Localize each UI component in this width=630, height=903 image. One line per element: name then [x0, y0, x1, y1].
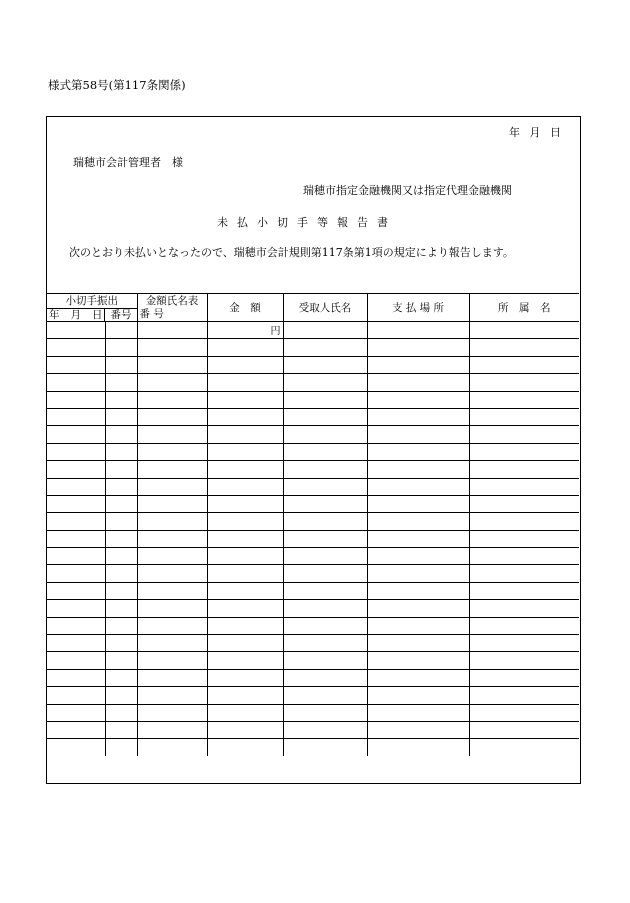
amount-cell	[207, 461, 283, 478]
amount-cell	[207, 687, 283, 704]
amount-cell	[207, 582, 283, 599]
table-row	[47, 652, 579, 669]
department-cell	[469, 443, 579, 460]
payee-cell	[283, 548, 367, 565]
number-cell	[105, 461, 137, 478]
table-row	[47, 374, 579, 391]
department-cell	[469, 530, 579, 547]
department-cell	[469, 600, 579, 617]
department-cell	[469, 408, 579, 425]
number-cell	[105, 322, 137, 339]
pay-place-cell	[367, 704, 469, 721]
number-cell	[105, 739, 137, 756]
payee-cell	[283, 443, 367, 460]
number-cell	[105, 374, 137, 391]
amount-name-cell	[137, 652, 207, 669]
amount-name-cell	[137, 669, 207, 686]
number-cell	[105, 652, 137, 669]
date-cell	[47, 495, 105, 512]
amount-cell	[207, 530, 283, 547]
department-cell	[469, 669, 579, 686]
amount-name-label: 金額氏名表	[145, 295, 199, 307]
amount-cell	[207, 443, 283, 460]
payee-header: 受取人氏名	[283, 294, 367, 322]
amount-name-cell	[137, 739, 207, 756]
table-row	[47, 600, 579, 617]
amount-cell	[207, 478, 283, 495]
date-cell	[47, 478, 105, 495]
number-cell	[105, 426, 137, 443]
pay-place-cell	[367, 408, 469, 425]
date-cell	[47, 565, 105, 582]
report-form-frame	[46, 116, 581, 784]
date-cell	[47, 391, 105, 408]
date-cell	[47, 582, 105, 599]
amount-cell	[207, 339, 283, 356]
amount-cell	[207, 704, 283, 721]
department-cell	[469, 565, 579, 582]
table-row	[47, 408, 579, 425]
amount-name-cell	[137, 426, 207, 443]
table-row	[47, 391, 579, 408]
amount-cell	[207, 426, 283, 443]
date-cell	[47, 721, 105, 738]
table-header-row	[47, 294, 579, 322]
payee-cell	[283, 391, 367, 408]
number-cell	[105, 669, 137, 686]
number-cell	[105, 356, 137, 373]
amount-name-cell	[137, 339, 207, 356]
table-row	[47, 617, 579, 634]
table-row	[47, 478, 579, 495]
date-cell	[47, 548, 105, 565]
table-row	[47, 687, 579, 704]
date-cell	[47, 461, 105, 478]
amount-cell	[207, 374, 283, 391]
table-row	[47, 704, 579, 721]
amount-cell	[207, 513, 283, 530]
date-cell	[47, 617, 105, 634]
table-row	[47, 356, 579, 373]
payee-cell	[283, 322, 367, 339]
date-cell	[47, 339, 105, 356]
amount-name-cell	[137, 582, 207, 599]
pay-place-cell	[367, 356, 469, 373]
department-cell	[469, 339, 579, 356]
department-cell	[469, 721, 579, 738]
department-cell	[469, 548, 579, 565]
amount-name-cell	[137, 374, 207, 391]
department-cell	[469, 478, 579, 495]
number-cell	[105, 530, 137, 547]
table-row	[47, 322, 579, 339]
table-row	[47, 669, 579, 686]
pay-place-cell	[367, 600, 469, 617]
amount-name-cell	[137, 687, 207, 704]
number-cell	[105, 391, 137, 408]
table-row	[47, 495, 579, 512]
pay-place-cell	[367, 339, 469, 356]
amount-name-cell	[137, 408, 207, 425]
date-cell	[47, 408, 105, 425]
date-cell	[47, 739, 105, 756]
amount-cell	[207, 356, 283, 373]
payee-cell	[283, 495, 367, 512]
number-label: 番号	[110, 308, 132, 321]
number-cell	[105, 617, 137, 634]
table-row	[47, 635, 579, 652]
date-cell	[47, 530, 105, 547]
number-cell	[105, 478, 137, 495]
amount-cell	[207, 721, 283, 738]
department-cell	[469, 687, 579, 704]
amount-name-cell	[137, 443, 207, 460]
table-row	[47, 513, 579, 530]
pay-place-cell	[367, 565, 469, 582]
payee-cell	[283, 652, 367, 669]
amount-cell	[207, 408, 283, 425]
number-cell	[105, 582, 137, 599]
pay-place-cell	[367, 495, 469, 512]
date-cell	[47, 356, 105, 373]
pay-place-cell	[367, 478, 469, 495]
table-row	[47, 530, 579, 547]
payee-cell	[283, 374, 367, 391]
date-cell	[47, 652, 105, 669]
amount-name-cell	[137, 513, 207, 530]
body-text: 次のとおり未払いとなったので、瑞穂市会計規則第117条第1項の規定により報告します。	[69, 246, 514, 259]
table-row	[47, 339, 579, 356]
amount-name-bot-right: 号	[153, 308, 164, 320]
payee-cell	[283, 339, 367, 356]
payee-cell	[283, 669, 367, 686]
pay-place-cell	[367, 617, 469, 634]
document-title: 未払小切手等報告書	[217, 216, 397, 229]
payee-cell	[283, 704, 367, 721]
pay-place-cell	[367, 669, 469, 686]
payee-cell	[283, 739, 367, 756]
number-cell	[105, 408, 137, 425]
pay-place-cell	[367, 652, 469, 669]
report-table	[47, 293, 579, 756]
department-cell	[469, 635, 579, 652]
department-cell	[469, 322, 579, 339]
department-cell	[469, 461, 579, 478]
department-cell	[469, 582, 579, 599]
pay-place-cell	[367, 721, 469, 738]
pay-place-cell	[367, 374, 469, 391]
department-cell	[469, 356, 579, 373]
payee-cell	[283, 687, 367, 704]
amount-name-cell	[137, 322, 207, 339]
number-cell	[105, 600, 137, 617]
amount-name-bot-left: 番	[139, 308, 150, 320]
date-cell	[47, 426, 105, 443]
amount-name-cell	[137, 356, 207, 373]
date-cell	[47, 374, 105, 391]
amount-cell	[207, 565, 283, 582]
amount-name-cell	[137, 548, 207, 565]
amount-name-cell	[137, 704, 207, 721]
date-cell	[47, 600, 105, 617]
number-cell	[105, 443, 137, 460]
payee-cell	[283, 565, 367, 582]
amount-name-cell	[137, 495, 207, 512]
pay-place-cell	[367, 426, 469, 443]
table-row	[47, 721, 579, 738]
payee-cell	[283, 582, 367, 599]
amount-cell	[207, 495, 283, 512]
number-cell	[105, 687, 137, 704]
table-row	[47, 739, 579, 756]
payee-cell	[283, 513, 367, 530]
payee-cell	[283, 721, 367, 738]
date-line: 年 月 日	[509, 126, 561, 139]
amount-cell	[207, 635, 283, 652]
amount-cell	[207, 322, 283, 339]
payee-cell	[283, 408, 367, 425]
pay-place-cell	[367, 461, 469, 478]
date-cell	[47, 513, 105, 530]
amount-cell	[207, 600, 283, 617]
pay-place-cell	[367, 687, 469, 704]
payee-cell	[283, 530, 367, 547]
amount-name-cell	[137, 478, 207, 495]
amount-name-cell	[137, 600, 207, 617]
number-cell	[105, 548, 137, 565]
number-cell	[105, 565, 137, 582]
pay-place-cell	[367, 322, 469, 339]
table-row	[47, 582, 579, 599]
amount-name-cell	[137, 635, 207, 652]
payee-cell	[283, 635, 367, 652]
pay-place-cell	[367, 513, 469, 530]
yen-unit: 円	[270, 326, 281, 337]
amount-cell	[207, 548, 283, 565]
check-issue-header	[47, 294, 137, 322]
department-cell	[469, 374, 579, 391]
amount-name-header	[137, 294, 207, 322]
payee-cell	[283, 461, 367, 478]
bank-name: 瑞穂市指定金融機関又は指定代理金融機関	[303, 184, 512, 197]
number-cell	[105, 495, 137, 512]
number-cell	[105, 635, 137, 652]
department-cell	[469, 739, 579, 756]
table-row	[47, 461, 579, 478]
table-row	[47, 548, 579, 565]
pay-place-cell	[367, 739, 469, 756]
amount-cell	[207, 669, 283, 686]
payee-cell	[283, 426, 367, 443]
pay-place-cell	[367, 530, 469, 547]
amount-cell	[207, 391, 283, 408]
department-cell	[469, 391, 579, 408]
year-label: 年	[49, 308, 60, 321]
check-issue-label: 小切手振出	[47, 295, 137, 309]
department-cell	[469, 513, 579, 530]
department-cell	[469, 617, 579, 634]
amount-cell	[207, 617, 283, 634]
amount-name-cell	[137, 530, 207, 547]
payee-cell	[283, 356, 367, 373]
amount-name-cell	[137, 565, 207, 582]
number-cell	[105, 721, 137, 738]
date-cell	[47, 635, 105, 652]
pay-place-cell	[367, 443, 469, 460]
department-cell	[469, 704, 579, 721]
date-cell	[47, 687, 105, 704]
month-label: 月	[70, 308, 81, 321]
payee-cell	[283, 478, 367, 495]
table-row	[47, 443, 579, 460]
amount-name-cell	[137, 461, 207, 478]
department-cell	[469, 495, 579, 512]
amount-name-cell	[137, 391, 207, 408]
amount-cell	[207, 739, 283, 756]
pay-place-cell	[367, 582, 469, 599]
date-cell	[47, 669, 105, 686]
department-cell	[469, 426, 579, 443]
pay-place-cell	[367, 391, 469, 408]
amount-header: 金 額	[207, 294, 283, 322]
date-cell	[47, 704, 105, 721]
day-label: 日	[91, 308, 103, 321]
form-number-label: 様式第58号(第117条関係)	[48, 78, 186, 92]
number-cell	[105, 339, 137, 356]
amount-cell	[207, 652, 283, 669]
pay-place-header: 支 払 場 所	[367, 294, 469, 322]
date-cell	[47, 322, 105, 339]
payee-cell	[283, 617, 367, 634]
table-row	[47, 565, 579, 582]
pay-place-cell	[367, 548, 469, 565]
pay-place-cell	[367, 635, 469, 652]
department-cell	[469, 652, 579, 669]
number-cell	[105, 513, 137, 530]
table-row	[47, 426, 579, 443]
addressee: 瑞穂市会計管理者 様	[73, 156, 183, 169]
department-header: 所 属 名	[469, 294, 579, 322]
amount-name-cell	[137, 617, 207, 634]
payee-cell	[283, 600, 367, 617]
date-cell	[47, 443, 105, 460]
number-cell	[105, 704, 137, 721]
amount-name-cell	[137, 721, 207, 738]
